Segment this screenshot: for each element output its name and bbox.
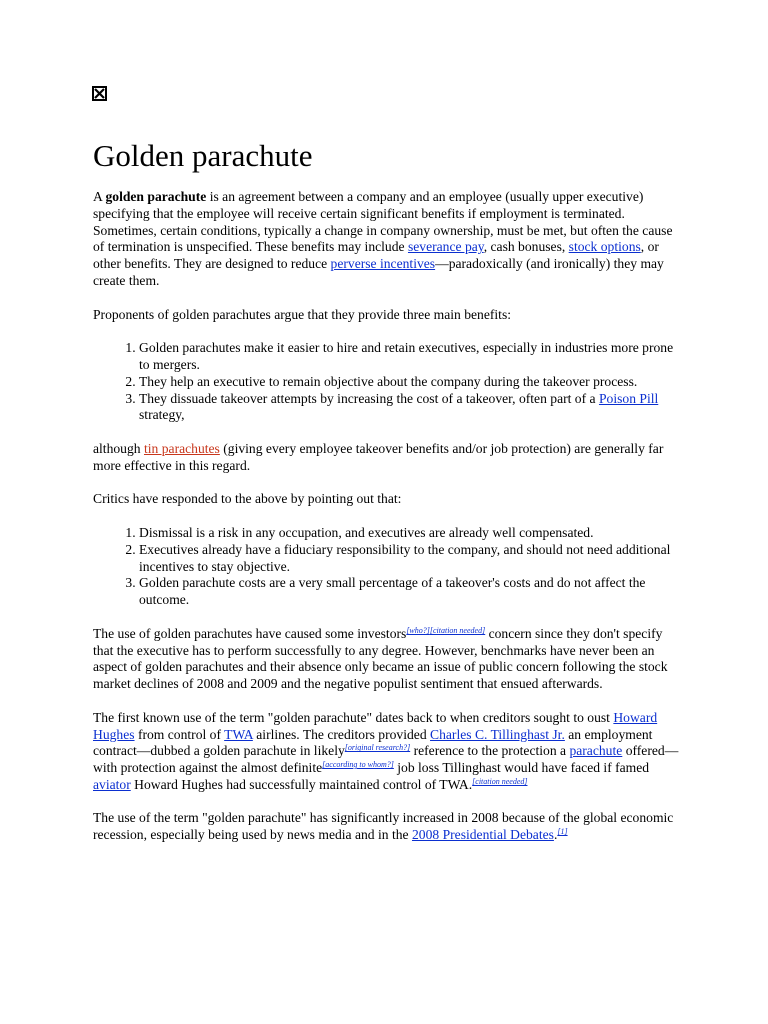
- intro-text: —paradoxically (and ironically) they may create them.: [93, 256, 664, 288]
- intro-text: is an agreement between a company and an employee (usually upper executive) specifying that the employee will receive certain significant benefits if employment is terminated. Sometimes, certain conditions, typically a change in company ownership, must be met, but often the cause of termination is unspecified. These benefits may include: [93, 189, 673, 255]
- original-research-link[interactable]: [original research?]: [344, 743, 411, 753]
- investors-paragraph: [93, 626, 679, 693]
- list-item: 2. They help an executive to remain objective about the company during the takeover process.: [139, 374, 679, 391]
- recent-text: The use of the term "golden parachute" has significantly increased in 2008 because of the global economic recession, especially being used by news media and in the: [93, 810, 674, 843]
- list-item: 1. Golden parachutes make it easier to hire and retain executives, especially in industries more prone to mergers.: [139, 340, 679, 374]
- stock-options-link[interactable]: stock options: [568, 239, 641, 255]
- history-text: offered—with protection against the almost definite: [93, 743, 679, 776]
- list-item: 2. Executives already have a fiduciary responsibility to the company, and should not need additional incentives to stay objective.: [139, 542, 679, 576]
- investors-text: concern since they don't specify that the executive has to perform successfully to any degree. However, benchmarks have never been an aspect of golden parachutes and their absence only became an issue of public concern following the stock market declines of 2008 and 2009 and the negative populist sentiment that ensued afterwards.: [93, 625, 668, 692]
- citation-needed-link[interactable]: [citation needed]: [472, 776, 528, 786]
- page-title: Golden parachute: [93, 138, 313, 173]
- intro-text: , or other benefits. They are designed to reduce: [93, 239, 659, 272]
- critics-list: [93, 525, 679, 609]
- parachute-link[interactable]: parachute: [569, 743, 623, 759]
- list-item: 1. Dismissal is a risk in any occupation, and executives are already well compensated.: [139, 525, 679, 542]
- intro-text: A: [93, 189, 106, 204]
- although-paragraph: [93, 441, 679, 475]
- reference-1-tag: [557, 827, 567, 836]
- article-body: [93, 189, 679, 861]
- recent-text: .: [553, 827, 558, 843]
- citation-needed-tag: [430, 626, 485, 635]
- proponents-intro: Proponents of golden parachutes argue that they provide three main benefits:: [93, 306, 512, 322]
- although-text: although: [93, 440, 144, 456]
- list-item: 3. Golden parachute costs are a very small percentage of a takeover's costs and do not affect the outcome.: [139, 575, 679, 609]
- tillinghast-link[interactable]: Charles C. Tillinghast Jr.: [430, 726, 565, 742]
- history-text: reference to the protection a: [410, 743, 570, 759]
- although-text: (giving every employee takeover benefits and/or job protection) are generally far more effective in this regard.: [93, 440, 664, 473]
- history-text: from control of: [134, 726, 225, 742]
- list-item: [139, 391, 679, 425]
- broken-image-icon: [92, 86, 107, 101]
- investors-text: The use of golden parachutes have caused some investors: [93, 625, 407, 641]
- perverse-incentives-link[interactable]: perverse incentives: [330, 256, 436, 272]
- original-research-tag: [345, 743, 410, 752]
- critics-intro: Critics have responded to the above by pointing out that:: [93, 491, 402, 507]
- history-text: airlines. The creditors provided: [252, 726, 431, 742]
- citation-needed-tag: [472, 777, 527, 786]
- list-item-text: strategy,: [139, 407, 185, 423]
- twa-link[interactable]: TWA: [224, 726, 253, 742]
- intro-text: , cash bonuses,: [483, 239, 569, 255]
- intro-paragraph: [93, 189, 679, 290]
- who-tag: [406, 626, 430, 635]
- aviator-link[interactable]: aviator: [93, 776, 131, 792]
- intro-term: golden parachute: [105, 189, 207, 204]
- history-text: Howard Hughes had successfully maintained control of TWA.: [130, 776, 473, 792]
- history-text: an employment contract—dubbed a golden parachute in likely: [93, 726, 653, 759]
- citation-needed-link[interactable]: [citation needed]: [429, 625, 486, 635]
- tin-parachutes-link[interactable]: tin parachutes: [143, 440, 220, 456]
- history-text: job loss Tillinghast would have faced if famed: [393, 760, 650, 776]
- history-paragraph: [93, 710, 679, 794]
- recent-paragraph: [93, 810, 679, 844]
- who-link[interactable]: [who?]: [406, 625, 430, 635]
- according-to-whom-tag: [322, 760, 394, 769]
- according-to-whom-link[interactable]: [according to whom?]: [322, 760, 394, 770]
- severance-pay-link[interactable]: severance pay: [407, 239, 484, 255]
- presidential-debates-link[interactable]: 2008 Presidential Debates: [411, 827, 554, 843]
- list-item-text: They dissuade takeover attempts by increasing the cost of a takeover, often part of a: [139, 390, 599, 406]
- history-text: The first known use of the term "golden parachute" dates back to when creditors sought to oust: [93, 709, 614, 725]
- benefits-list: [93, 340, 679, 424]
- reference-1-link[interactable]: [1]: [557, 827, 568, 837]
- poison-pill-link[interactable]: Poison Pill: [598, 390, 659, 406]
- howard-hughes-link[interactable]: Howard Hughes: [93, 709, 658, 742]
